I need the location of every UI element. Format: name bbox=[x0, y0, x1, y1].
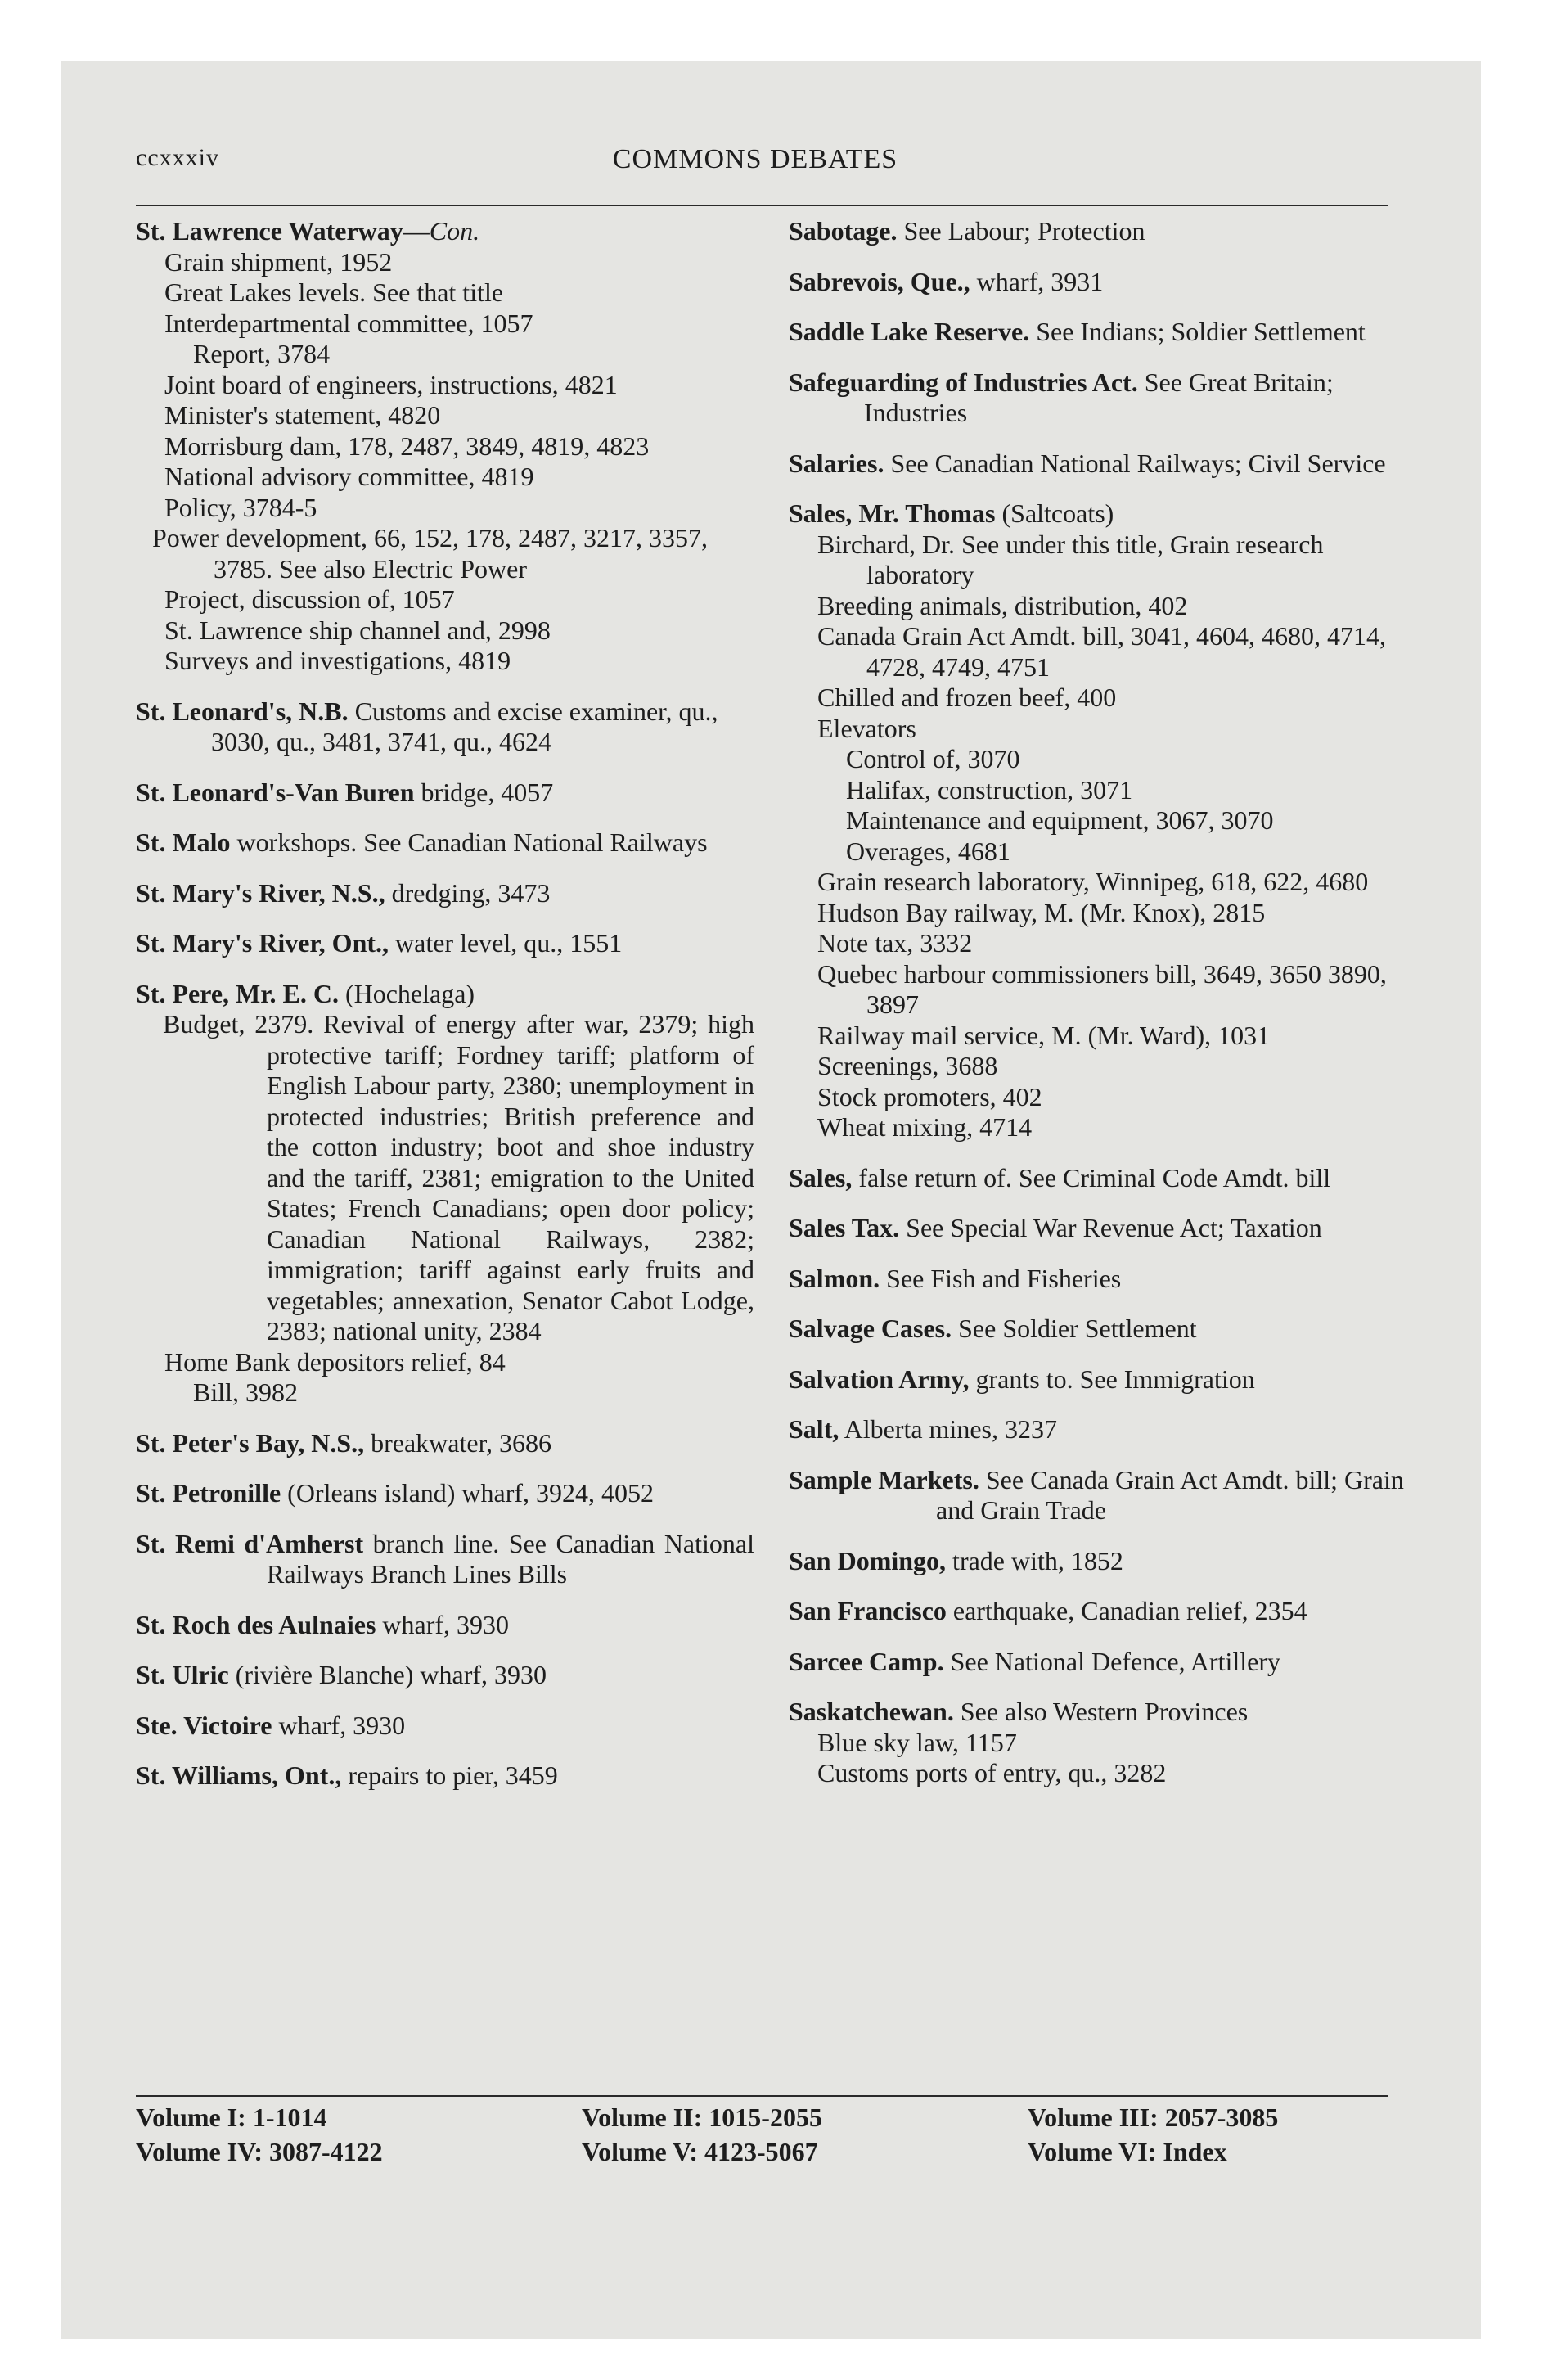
sub-entry: Control of, 3070 bbox=[846, 744, 1020, 773]
sub-entry: Railway mail service, M. (Mr. Ward), 1031 bbox=[817, 1020, 1271, 1050]
index-entry: St. Leonard's, N.B. Customs and excise examiner, qu., 3030, qu., 3481, 3741, qu., 4624 bbox=[136, 696, 718, 756]
index-entry: St. Mary's River, N.S., dredging, 3473 bbox=[136, 877, 551, 908]
index-entry: San Francisco earthquake, Canadian relief, 2354 bbox=[789, 1596, 1307, 1625]
sub-entry: Overages, 4681 bbox=[846, 836, 1010, 866]
sub-entry: Project, discussion of, 1057 bbox=[164, 584, 455, 614]
sub-entry: Grain research laboratory, Winnipeg, 618, 622, 4680 bbox=[817, 867, 1369, 896]
footer-rule bbox=[136, 2095, 1388, 2097]
index-entry: Saddle Lake Reserve. See Indians; Soldier Settlement bbox=[789, 317, 1366, 346]
index-entry: St. Roch des Aulnaies wharf, 3930 bbox=[136, 1609, 510, 1639]
left-column bbox=[136, 216, 754, 1792]
sub-entry: Joint board of engineers, instructions, 4821 bbox=[164, 369, 618, 399]
index-entry: Salvation Army, grants to. See Immigration bbox=[789, 1364, 1255, 1394]
index-entry: St. Lawrence Waterway—Con. Grain shipment, 1952 Great Lakes levels. See that title Interdepartmental committee, 1057 Report, 3784 Joint board of engineers, instructions, 4821 Minister's statement, 4820 Morrisburg dam, 178, 2487, 3849, 4819, 4823 National advisory committee, 4819 Policy, 3784-5 Power development, 66, 152, 178, 2487, 3217, 3357, 3785. See also Electric Power Project, discussion of, 1057 St. Lawrence ship channel and, 2998 Surveys and investigations, 4819 bbox=[136, 216, 754, 677]
index-entry: Sales, Mr. Thomas (Saltcoats) Birchard, Dr. See under this title, Grain research laboratory Breeding animals, distribution, 402 Canada Grain Act Amdt. bill, 3041, 4604, 4680, 4714, 4728, 4749, 4751 Chilled and frozen beef, 400 Elevators Control of, 3070 Halifax, construction, 3071 Maintenance and equipment, 3067, 3070 Overages, 4681 Grain research laboratory, Winnipeg, 618, 622, 4680 Hudson Bay railway, M. (Mr. Knox), 2815 Note tax, 3332 Quebec harbour commissioners bill, 3649, 3650 3890, 3897 Railway mail service, M. (Mr. Ward), 1031 Screenings, 3688 Stock promoters, 402 Wheat mixing, 4714 bbox=[789, 498, 1407, 1143]
sub-entry: Maintenance and equipment, 3067, 3070 bbox=[846, 805, 1274, 835]
sub-entry: Screenings, 3688 bbox=[817, 1051, 998, 1080]
index-entry: Sales, false return of. See Criminal Code Amdt. bill bbox=[789, 1162, 1331, 1192]
sub-entry: Power development, 66, 152, 178, 2487, 3217, 3357, 3785. See also Electric Power bbox=[152, 523, 709, 584]
sub-entry: Wheat mixing, 4714 bbox=[817, 1112, 1033, 1142]
index-entry: St. Ulric (rivière Blanche) wharf, 3930 bbox=[136, 1660, 547, 1689]
index-entry: Sabotage. See Labour; Protection bbox=[789, 216, 1145, 246]
index-entry: St. Mary's River, Ont., water level, qu., 1551 bbox=[136, 928, 623, 958]
volume-3: Volume III: 2057-3085 bbox=[1028, 2103, 1279, 2132]
volume-footer bbox=[136, 2100, 1412, 2169]
sub-entry: National advisory committee, 4819 bbox=[164, 462, 534, 491]
sub-entry: Canada Grain Act Amdt. bill, 3041, 4604, 4680, 4714, 4728, 4749, 4751 bbox=[817, 621, 1387, 682]
index-entry: St. Williams, Ont., repairs to pier, 3459 bbox=[136, 1760, 558, 1790]
index-entry: Sabrevois, Que., wharf, 3931 bbox=[789, 266, 1104, 296]
volume-1: Volume I: 1-1014 bbox=[136, 2103, 327, 2132]
right-column bbox=[789, 216, 1407, 1789]
index-entry: St. Petronille (Orleans island) wharf, 3924, 4052 bbox=[136, 1478, 655, 1508]
sub-entry: Interdepartmental committee, 1057 bbox=[164, 308, 533, 338]
sub-entry: Blue sky law, 1157 bbox=[817, 1727, 1017, 1757]
sub-entry: Budget, 2379. Revival of energy after war, 2379; high protective tariff; Fordney tariff; platform of English Labour party, 2380; unemployment in protected industries; British preference and the cotton industry; boot and shoe industry and the tariff, 2381; emigration to the United States; French Canadians; open door policy; Canadian National Railways, 2382; immigration; tariff against early fruits and vegetables; annexation, Senator Cabot Lodge, 2383; national unity, 2384 bbox=[163, 1009, 754, 1346]
page-header bbox=[136, 144, 1481, 193]
index-entry: St. Peter's Bay, N.S., breakwater, 3686 bbox=[136, 1427, 551, 1458]
sub-entry: Grain shipment, 1952 bbox=[164, 246, 393, 277]
sub-entry: Home Bank depositors relief, 84 bbox=[164, 1346, 506, 1377]
index-entry: Salmon. See Fish and Fisheries bbox=[789, 1263, 1122, 1293]
sub-entry: Surveys and investigations, 4819 bbox=[164, 646, 511, 675]
sub-entry: St. Lawrence ship channel and, 2998 bbox=[164, 615, 551, 645]
sub-entry: Bill, 3982 bbox=[193, 1377, 299, 1407]
sub-entry: Stock promoters, 402 bbox=[817, 1081, 1042, 1111]
index-entry: St. Remi d'Amherst branch line. See Canadian National Railways Branch Lines Bills bbox=[136, 1528, 755, 1589]
page bbox=[61, 61, 1481, 2339]
index-entry: Saskatchewan. See also Western Provinces Blue sky law, 1157 Customs ports of entry, qu., 3282 bbox=[789, 1697, 1407, 1789]
index-entry: Salaries. See Canadian National Railways; Civil Service bbox=[789, 448, 1386, 478]
volume-2: Volume II: 1015-2055 bbox=[582, 2103, 822, 2132]
index-entry: St. Malo workshops. See Canadian National Railways bbox=[136, 827, 708, 857]
index-entry: Salvage Cases. See Soldier Settlement bbox=[789, 1314, 1197, 1343]
page-number: ccxxxiv bbox=[136, 144, 219, 171]
sub-entry: Note tax, 3332 bbox=[817, 928, 973, 958]
sub-entry: Hudson Bay railway, M. (Mr. Knox), 2815 bbox=[817, 897, 1266, 927]
sub-entry: Morrisburg dam, 178, 2487, 3849, 4819, 4823 bbox=[164, 430, 650, 461]
sub-entry: Halifax, construction, 3071 bbox=[846, 774, 1133, 805]
volume-5: Volume V: 4123-5067 bbox=[582, 2137, 818, 2166]
index-entry: Ste. Victoire wharf, 3930 bbox=[136, 1710, 406, 1740]
sub-entry: Breeding animals, distribution, 402 bbox=[817, 590, 1188, 620]
index-entry: St. Pere, Mr. E. C. (Hochelaga) Budget, 2379. Revival of energy after war, 2379; high protective tariff; Fordney tariff; platform of English Labour party, 2380; unemployment in protected industries; British preference and the cotton industry; boot and shoe industry and the tariff, 2381; emigration to the United States; French Canadians; open door policy; Canadian National Railways, 2382; immigration; tariff against early fruits and vegetables; annexation, Senator Cabot Lodge, 2383; national unity, 2384 Home Bank depositors relief, 84 Bill, 3982 bbox=[136, 978, 754, 1407]
index-entry: Salt, Alberta mines, 3237 bbox=[789, 1414, 1057, 1444]
sub-entry: Report, 3784 bbox=[193, 339, 331, 368]
index-entry: Sarcee Camp. See National Defence, Artillery bbox=[789, 1646, 1280, 1676]
index-entry: Sample Markets. See Canada Grain Act Amdt. bill; Grain and Grain Trade bbox=[789, 1464, 1404, 1525]
sub-entry: Elevators bbox=[817, 713, 916, 743]
sub-entry: Quebec harbour commissioners bill, 3649, 3650 3890, 3897 bbox=[817, 958, 1387, 1019]
index-entry: San Domingo, trade with, 1852 bbox=[789, 1545, 1123, 1575]
header-rule bbox=[136, 205, 1388, 206]
sub-entry: Birchard, Dr. See under this title, Grain research laboratory bbox=[817, 529, 1324, 589]
index-entry: St. Leonard's-Van Buren bridge, 4057 bbox=[136, 777, 554, 807]
sub-entry: Policy, 3784-5 bbox=[164, 492, 317, 522]
volume-4: Volume IV: 3087-4122 bbox=[136, 2137, 383, 2166]
sub-entry: Chilled and frozen beef, 400 bbox=[817, 683, 1117, 712]
volume-6: Volume VI: Index bbox=[1028, 2137, 1227, 2166]
index-entry: Sales Tax. See Special War Revenue Act; Taxation bbox=[789, 1213, 1322, 1242]
running-title: COMMONS DEBATES bbox=[612, 144, 898, 174]
sub-entry: Great Lakes levels. See that title bbox=[164, 277, 504, 307]
index-entry: Safeguarding of Industries Act. See Great Britain; Industries bbox=[789, 367, 1334, 427]
sub-entry: Minister's statement, 4820 bbox=[164, 400, 441, 430]
sub-entry: Customs ports of entry, qu., 3282 bbox=[817, 1758, 1167, 1787]
